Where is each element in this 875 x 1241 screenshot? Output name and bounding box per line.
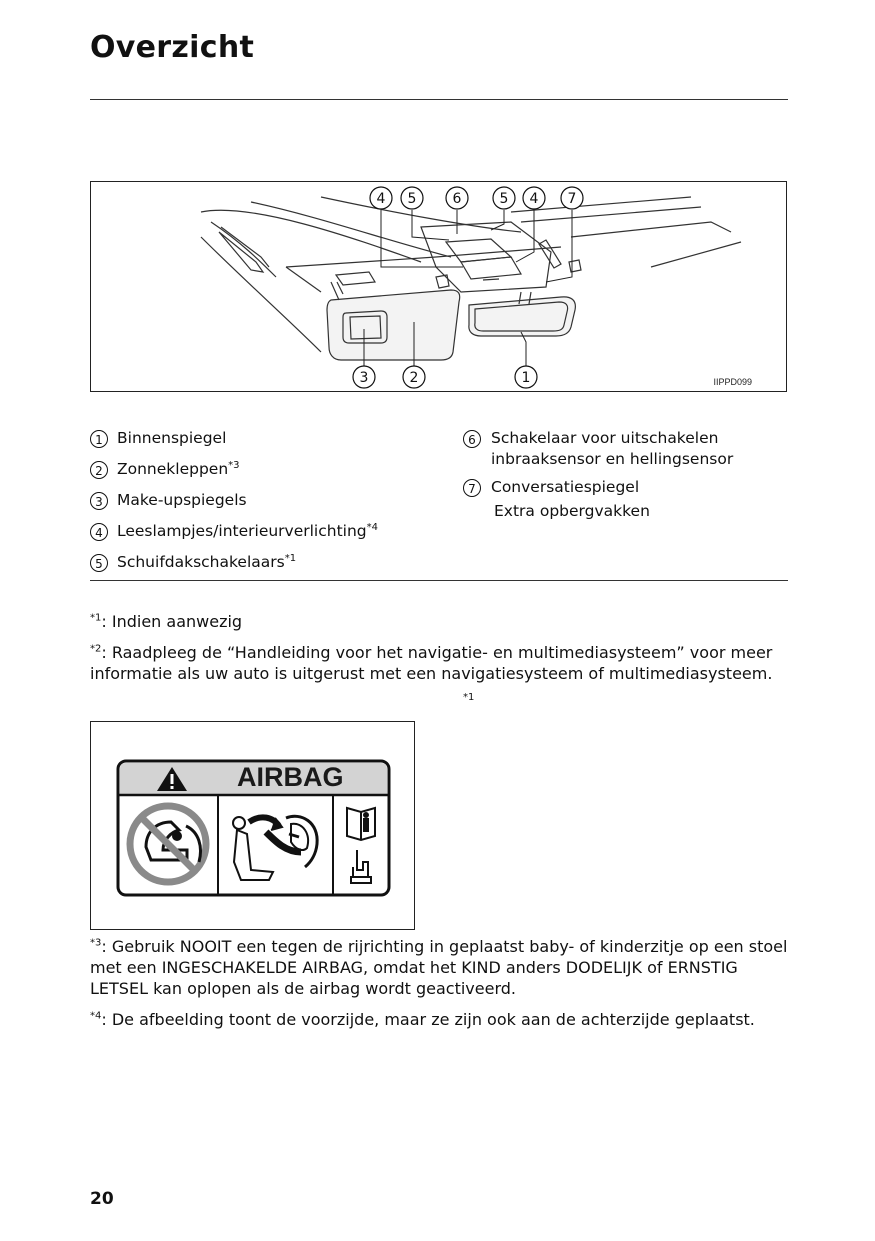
callout-5a: 5 [407, 191, 417, 207]
callout-7: 7 [567, 191, 577, 207]
footnote-ref: *1 [284, 552, 297, 564]
legend-extra-label: Extra opbergvakken [494, 502, 650, 520]
callout-4b: 4 [529, 191, 539, 207]
footnote-mark: *2 [90, 643, 102, 655]
legend-number: 6 [463, 430, 481, 448]
no-child-seat-icon [130, 806, 206, 882]
callout-2: 2 [409, 370, 419, 386]
footnote-3 [90, 936, 790, 999]
legend-number: 1 [90, 430, 108, 448]
legend-label: Conversatiespiegel [491, 478, 640, 496]
callout-5b: 5 [499, 191, 509, 207]
page-title: Overzicht [90, 30, 255, 65]
footnote-mark: *1 [90, 612, 102, 624]
footnote-ref: *3 [228, 459, 240, 471]
figure-footnote-tag: *1 [463, 692, 475, 703]
legend-item [463, 428, 793, 477]
footnote-text: : Indien aanwezig [101, 612, 243, 631]
callout-6: 6 [452, 191, 462, 207]
legend-divider [90, 580, 788, 581]
legend-number: 3 [90, 492, 108, 510]
overhead-console-figure [90, 181, 787, 392]
legend-label: Schuifdakschakelaars [117, 553, 285, 571]
figure-code: IIPPD099 [713, 377, 752, 387]
legend-number: 4 [90, 523, 108, 541]
footnote-mark: *3 [90, 937, 102, 949]
legend-item [90, 552, 460, 583]
legend-label: Binnenspiegel [117, 429, 227, 447]
footnote-1 [90, 611, 790, 632]
callout-3: 3 [359, 370, 369, 386]
legend-item [463, 477, 793, 498]
legend-item [90, 459, 460, 490]
footnote-4 [90, 1009, 790, 1030]
legend-item [90, 428, 460, 459]
legend-number: 7 [463, 479, 481, 497]
footnote-text: : Raadpleeg de “Handleiding voor het navigatie- en multimediasysteem” voor meer informatie als uw auto is uitgerust met een navigatiesysteem of multimediasysteem. [90, 643, 773, 683]
footnote-text: : De afbeelding toont de voorzijde, maar ze zijn ook aan de achterzijde geplaatst. [101, 1010, 755, 1029]
legend-item [90, 521, 460, 552]
header-divider [90, 99, 788, 100]
legend-label: Zonnekleppen [117, 460, 229, 478]
callout-4a: 4 [376, 191, 386, 207]
airbag-heading: AIRBAG [237, 762, 344, 792]
legend-label: Make-upspiegels [117, 491, 247, 509]
page-number: 20 [90, 1189, 114, 1209]
footnote-2 [90, 642, 790, 684]
airbag-warning-figure [90, 721, 415, 930]
footnote-ref: *4 [366, 521, 379, 533]
legend-label: Schakelaar voor uitschakelen inbraaksensor en hellingsensor [491, 429, 734, 468]
footnote-text: : Gebruik NOOIT een tegen de rijrichting in geplaatst baby- of kinderzitje op een stoel met een INGESCHAKELDE AIRBAG, omdat het KIND anders DODELIJK of ERNSTIG LETSEL kan oplopen als de airbag wordt geactiveerd. [90, 937, 788, 998]
callout-1: 1 [521, 370, 531, 386]
legend-number: 2 [90, 461, 108, 479]
legend-right [463, 428, 793, 522]
legend-left [90, 428, 460, 583]
legend-item [90, 490, 460, 521]
overhead-console-illustration [91, 182, 787, 392]
footnote-mark: *4 [90, 1010, 102, 1022]
legend-number: 5 [90, 554, 108, 572]
airbag-warning-label [91, 722, 416, 931]
legend-label: Leeslampjes/interieurverlichting [117, 522, 367, 540]
